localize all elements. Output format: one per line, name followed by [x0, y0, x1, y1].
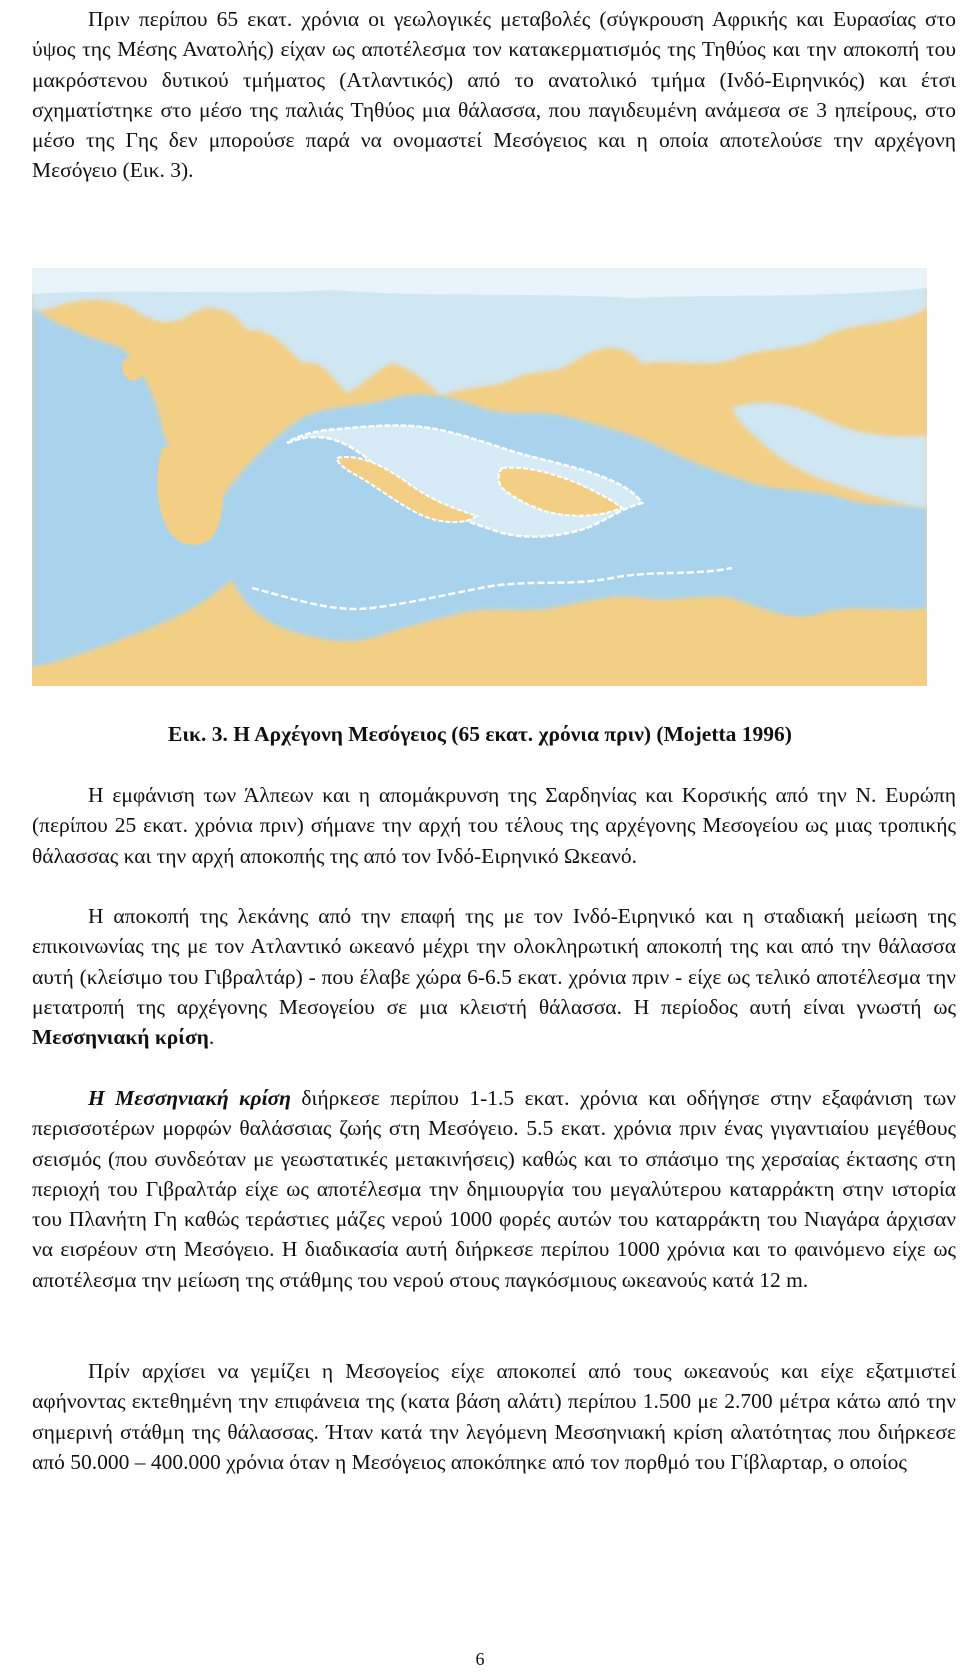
messinian-crisis-heading: Η Μεσσηνιακή κρίση	[88, 1086, 291, 1110]
paragraph-isolation	[32, 901, 956, 1052]
paragraph-evaporation	[32, 1356, 956, 1477]
paragraph-intro	[32, 4, 956, 186]
paragraph-alps	[32, 780, 956, 871]
paragraph-isolation-text: Η αποκοπή της λεκάνης από την επαφή της με τον Ινδό-Ειρηνικό και η σταδιακή μείωση της επικοινωνίας της με τον Ατλαντικό ωκεανό μέχρι την ολοκληρωτική αποκοπή της και από την θάλασσα αυτή (κλείσιμο του Γιβραλτάρ) - που έλαβε χώρα 6-6.5 εκατ. χρόνια πριν - είχε ως τελικό αποτέλεσμα την μετατροπή της αρχέγονης Μεσογείου σε μια κλειστή θάλασσα. Η περίοδος αυτή είναι γνωστή ως	[32, 904, 956, 1019]
paragraph-messinian-text: διήρκεσε περίπου 1-1.5 εκατ. χρόνια και οδήγησε στην εξαφάνιση των περισσοτέρων μορφών θαλάσσιας ζωής στη Μεσόγειο. 5.5 εκατ. χρόνια πριν ένας γιγαντιαίου μεγέθους σεισμός (που συνδεόταν με γεωστατικές μετακινήσεις) καθώς και το σπάσιμο της χερσαίας έκτασης στη περιοχή του Γιβραλτάρ είχε ως αποτέλεσμα την δημιουργία του μεγαλύτερου καταρράκτη στην ιστορία του Πλανήτη Γη καθώς τεράστιες μάζες νερού 1000 φορές αυτών του καταρράκτη του Νιαγάρα άρχισαν να εισρέουν στη Μεσόγειο. Η διαδικασία αυτή διήρκεσε περίπου 1000 χρόνια και το φαινόμενο είχε ως αποτέλεσμα την μείωση της στάθμης του νερού στους παγκόσμιους ωκεανούς κατά 12 m.	[32, 1086, 956, 1292]
paragraph-isolation-end: .	[208, 1025, 215, 1050]
paragraph-evaporation-text: Πρίν αρχίσει να γεμίζει η Μεσογείος είχε αποκοπεί από τους ωκεανούς και είχε εξατμιστεί αφήνοντας εκτεθημένη την επιφάνεια της (κατα βάση αλάτι) περίπου 1.500 με 2.700 μέτρα κάτω από την σημερινή στάθμη της θάλασσας. Ήταν κατά την λεγόμενη Μεσσηνιακή κρίση αλατότητας που διήρκεσε από 50.000 – 400.000 χρόνια όταν η Μεσόγειος αποκόπηκε από τον πορθμό του Γίβλαρταρ, ο οποίος	[32, 1359, 956, 1474]
paragraph-messinian	[32, 1083, 956, 1295]
page-number: 6	[475, 1649, 485, 1669]
figure-caption: Εικ. 3. Η Αρχέγονη Μεσόγειος (65 εκατ. χρόνια πριν) (Mojetta 1996)	[168, 722, 792, 746]
messinian-crisis-term: Μεσσηνιακή κρίση	[32, 1025, 209, 1050]
paragraph-intro-text: Πριν περίπου 65 εκατ. χρόνια οι γεωλογικές μεταβολές (σύγκρουση Αφρικής και Ευρασίας στο ύψος της Μέσης Ανατολής) είχαν ως αποτέλεσμα τον κατακερματισμός της Τηθύος και την αποκοπή του μακρόστενου δυτικού τμήματος (Ατλαντικός) από το ανατολικό τμήμα (Ινδό-Ειρηνικός) και έτσι σχηματίστηκε στο μέσο της παλιάς Τηθύος μια θάλασσα, που παγιδευμένη ανάμεσα σε 3 ηπείρους, στο μέσο της Γης δεν μπορούσε παρά να ονομαστεί Μεσόγειος και η οποία αποτελούσε την αρχέγονη Μεσόγειο (Εικ. 3).	[32, 7, 956, 183]
paragraph-alps-text: Η εμφάνιση των Άλπεων και η απομάκρυνση της Σαρδηνίας και Κορσικής από την Ν. Ευρώπη (περίπου 25 εκατ. χρόνια πριν) σήμανε την αρχή του τέλους της αρχέγονης Μεσογείου ως μιας τροπικής θάλασσας και την αρχή αποκοπής της από τον Ινδό-Ειρηνικό Ωκεανό.	[32, 783, 956, 868]
ancient-mediterranean-map	[32, 268, 927, 686]
